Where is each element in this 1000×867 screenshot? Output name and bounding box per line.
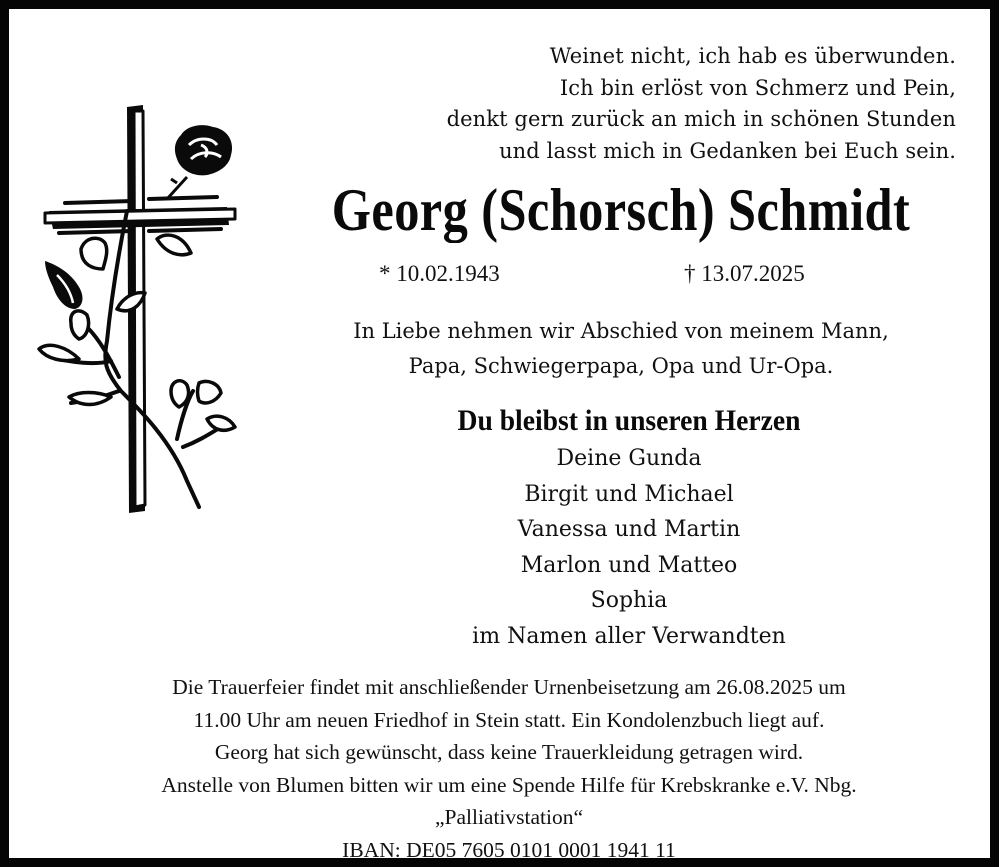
mourner-entry: Vanessa und Martin bbox=[517, 517, 741, 543]
mourners-list bbox=[329, 441, 929, 655]
deceased-name: Georg (Schorsch) Schmidt bbox=[331, 177, 911, 243]
death-date: † 13.07.2025 bbox=[684, 261, 805, 286]
birth-date: * 10.02.1943 bbox=[379, 261, 500, 286]
poem-line: Ich bin erlöst von Schmerz und Pein, bbox=[559, 75, 956, 100]
poem-line: Weinet nicht, ich hab es überwunden. bbox=[549, 44, 956, 68]
notice-line: Anstelle von Blumen bitten wir um eine Spende Hilfe für Krebskranke e.V. Nbg. bbox=[161, 772, 857, 797]
cross-with-rose-icon bbox=[31, 101, 271, 521]
farewell-text bbox=[261, 314, 981, 384]
poem bbox=[447, 41, 956, 167]
notice-line: 11.00 Uhr am neuen Friedhof in Stein statt. Ein Kondolenzbuch liegt auf. bbox=[193, 707, 825, 732]
notice-line: Die Trauerfeier findet mit anschließender Urnenbeisetzung am 26.08.2025 um bbox=[172, 675, 846, 699]
mourner-entry: Marlon und Matteo bbox=[520, 552, 738, 578]
poem-line: denkt gern zurück an mich in schönen Stunden bbox=[446, 107, 956, 131]
motto-heading: Du bleibst in unseren Herzen bbox=[457, 404, 801, 437]
mourner-entry: Sophia bbox=[590, 588, 668, 614]
mourner-entry: im Namen aller Verwandten bbox=[472, 623, 786, 649]
funeral-notice bbox=[29, 671, 989, 866]
mourner-entry: Deine Gunda bbox=[556, 446, 702, 471]
poem-line: und lasst mich in Gedanken bei Euch sein. bbox=[499, 138, 956, 163]
notice-line: „Palliativstation“ bbox=[434, 805, 584, 829]
farewell-line: In Liebe nehmen wir Abschied von meinem Mann, bbox=[353, 319, 889, 343]
farewell-line: Papa, Schwiegerpapa, Opa und Ur-Opa. bbox=[408, 354, 834, 378]
iban-line: IBAN: DE05 7605 0101 0001 1941 11 bbox=[342, 837, 676, 862]
mourner-entry: Birgit und Michael bbox=[524, 481, 734, 507]
notice-line: Georg hat sich gewünscht, dass keine Trauerkleidung getragen wird. bbox=[214, 740, 804, 764]
life-dates bbox=[369, 261, 869, 291]
